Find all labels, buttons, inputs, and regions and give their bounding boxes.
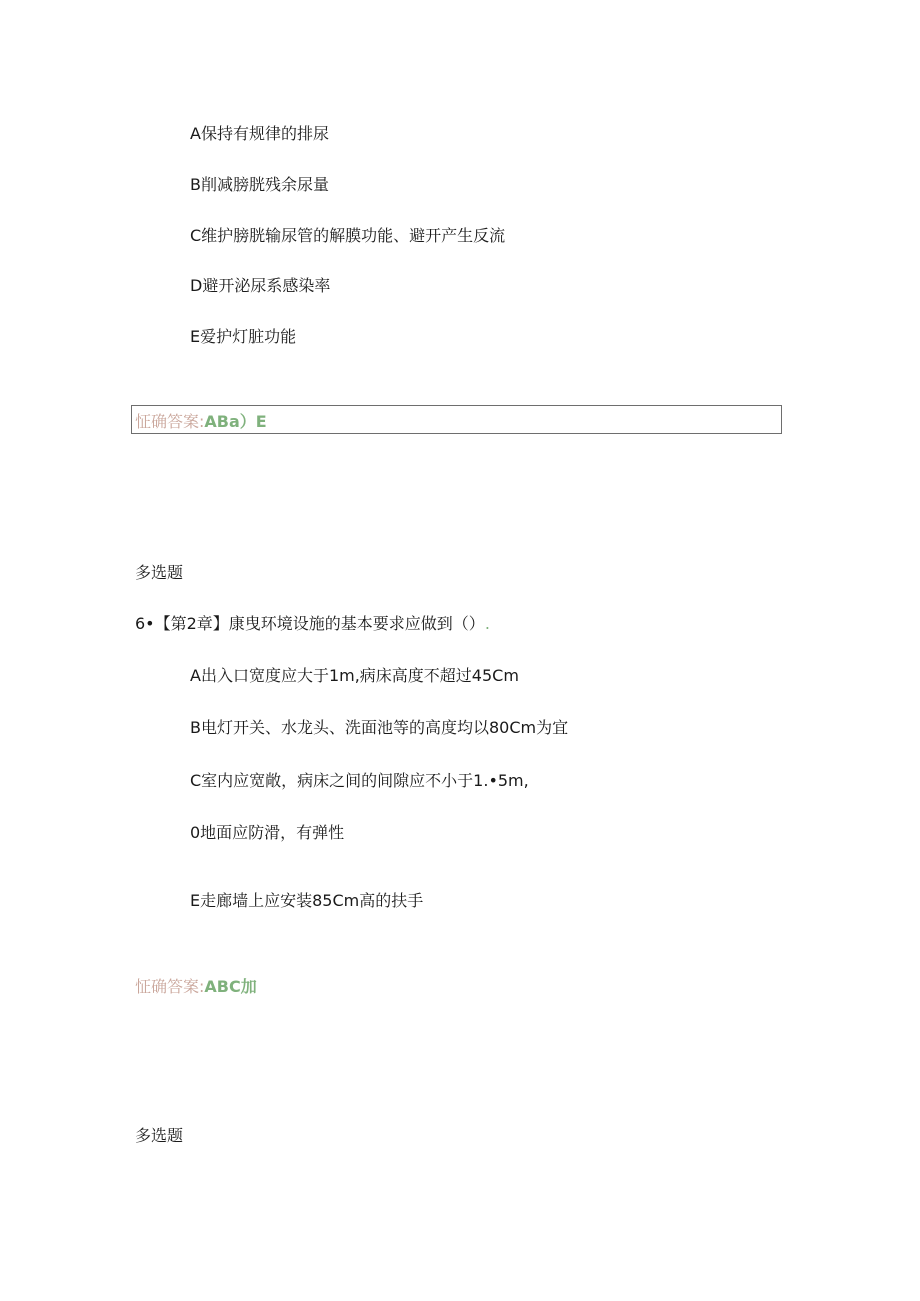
correct-answer [135,412,267,432]
option-e: E走廊墙上应安装85Cm高的扶手 [190,891,424,910]
answer-label: 怔确答案: [135,412,205,431]
question-text [135,614,490,634]
option-b: B电灯开关、水龙头、洗面池等的高度均以80Cm为宜 [190,718,569,737]
option-c: C维护膀胱输尿管的解膜功能、避开产生反流 [190,226,506,245]
question-type-label: 多选题 [135,1126,184,1145]
question-trail: . [484,614,490,633]
answer-value: ABC加 [204,977,257,996]
option-d: D避开泌尿系感染率 [190,276,331,295]
answer-label: 怔确答案: [135,977,205,996]
option-d: 0地面应防滑，有弹性 [190,823,345,842]
option-a: A保持有规律的排尿 [190,124,329,143]
correct-answer [135,977,257,997]
option-c: C室内应宽敞，病床之间的间隙应不小于1.•5m, [190,771,529,790]
option-a: A出入口宽度应大于1m,病床高度不超过45Cm [190,666,519,685]
option-b: B削减膀胱残余尿量 [190,175,329,194]
option-e: E爱护灯脏功能 [190,327,297,346]
question-stem: 6•【第2章】康曳环境设施的基本要求应做到（） [135,614,485,633]
question-type-label: 多选题 [135,563,184,582]
answer-value: ABa）E [204,412,267,431]
